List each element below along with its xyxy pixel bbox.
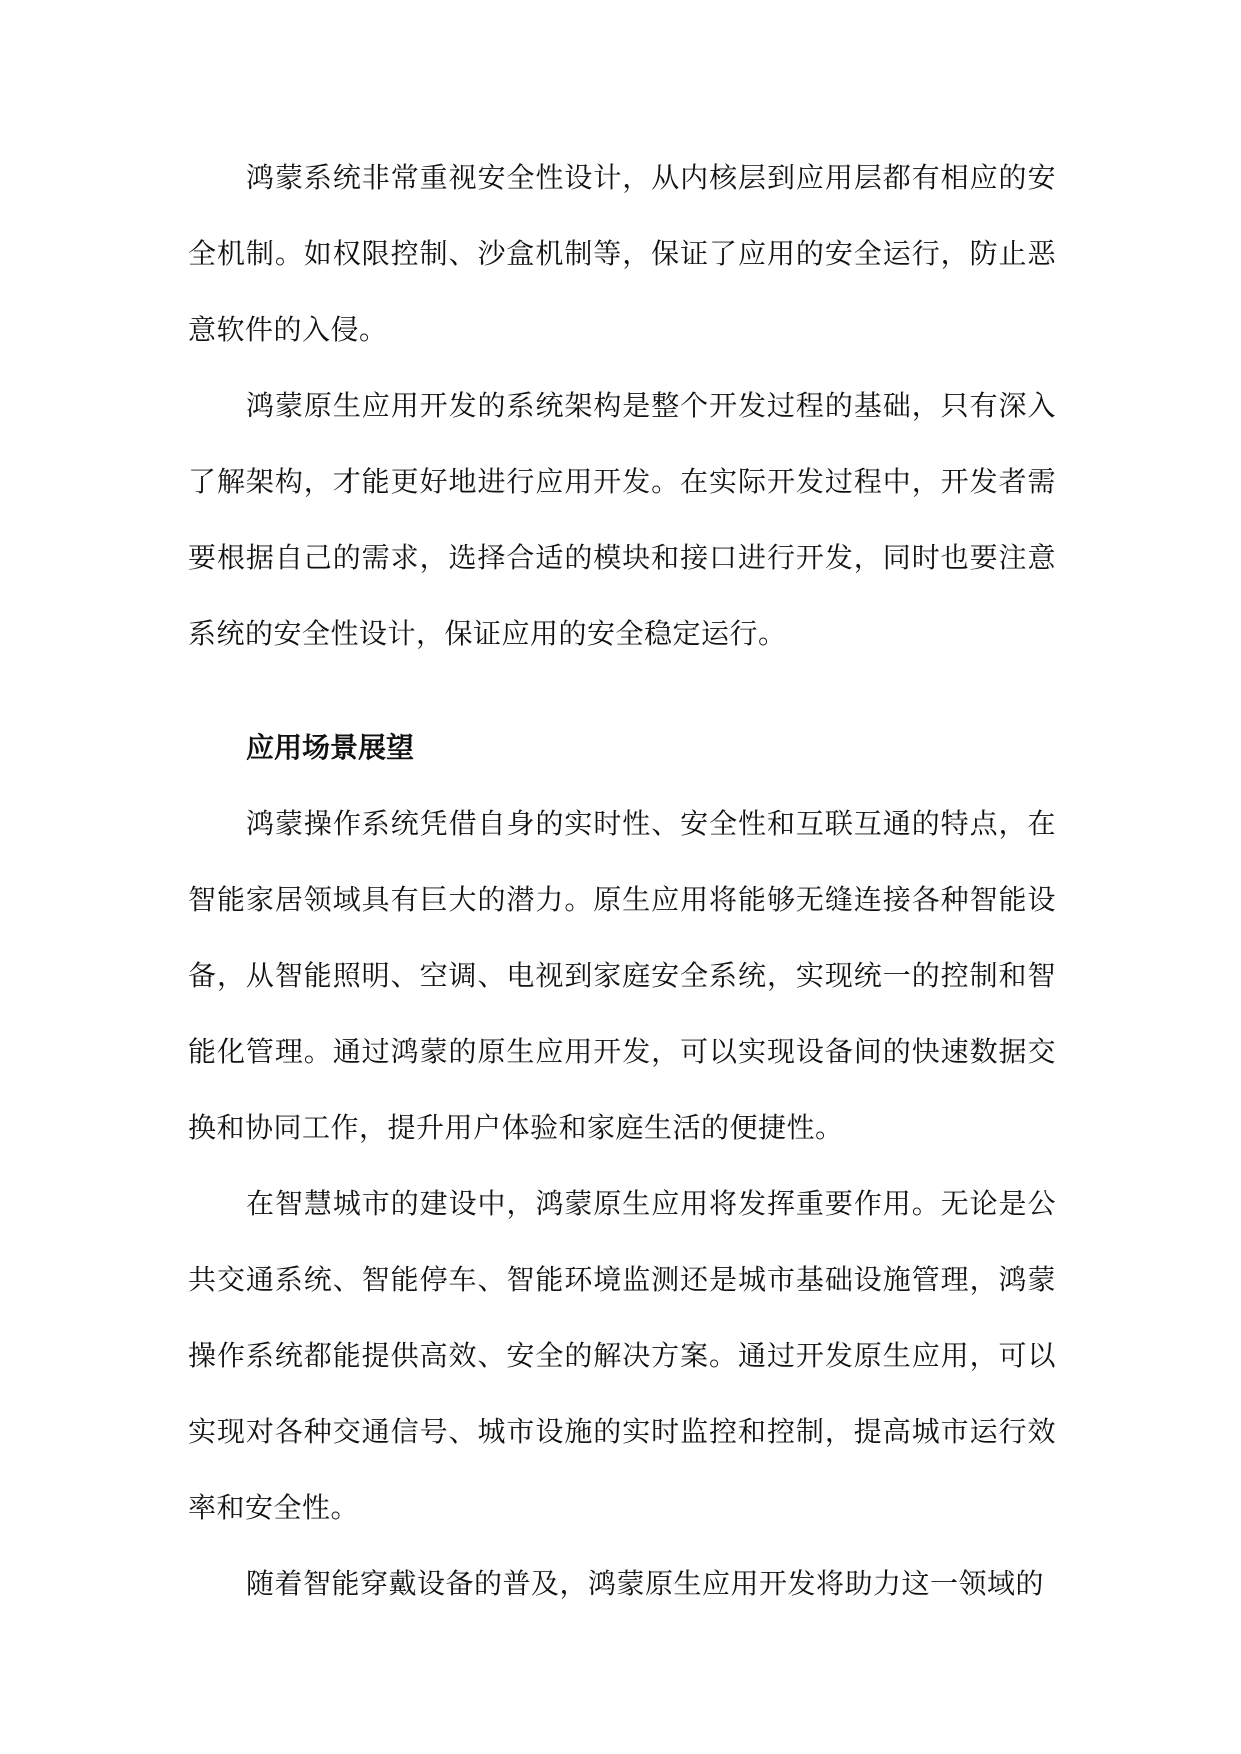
paragraph-smart-city: 在智慧城市的建设中，鸿蒙原生应用将发挥重要作用。无论是公共交通系统、智能停车、智能环境监测还是城市基础设施管理，鸿蒙操作系统都能提供高效、安全的解决方案。通过开发原生应用，可以实现对各种交通信号、城市设施的实时监控和控制，提高城市运行效率和安全性。 bbox=[188, 1187, 1056, 1524]
paragraph-wearables: 随着智能穿戴设备的普及，鸿蒙原生应用开发将助力这一领域的 bbox=[246, 1567, 1045, 1600]
paragraph-system-architecture: 鸿蒙原生应用开发的系统架构是整个开发过程的基础，只有深入了解架构，才能更好地进行应用开发。在实际开发过程中，开发者需要根据自己的需求，选择合适的模块和接口进行开发，同时也要注意系统的安全性设计，保证应用的安全稳定运行。 bbox=[188, 389, 1056, 650]
paragraph-smart-home: 鸿蒙操作系统凭借自身的实时性、安全性和互联互通的特点，在智能家居领域具有巨大的潜力。原生应用将能够无缝连接各种智能设备，从智能照明、空调、电视到家庭安全系统，实现统一的控制和智能化管理。通过鸿蒙的原生应用开发，可以实现设备间的快速数据交换和协同工作，提升用户体验和家庭生活的便捷性。 bbox=[188, 807, 1056, 1144]
paragraph-security-design: 鸿蒙系统非常重视安全性设计，从内核层到应用层都有相应的安全机制。如权限控制、沙盒机制等，保证了应用的安全运行，防止恶意软件的入侵。 bbox=[188, 161, 1056, 346]
document-body bbox=[188, 140, 1056, 1622]
section-title: 应用场景展望 bbox=[246, 731, 415, 764]
